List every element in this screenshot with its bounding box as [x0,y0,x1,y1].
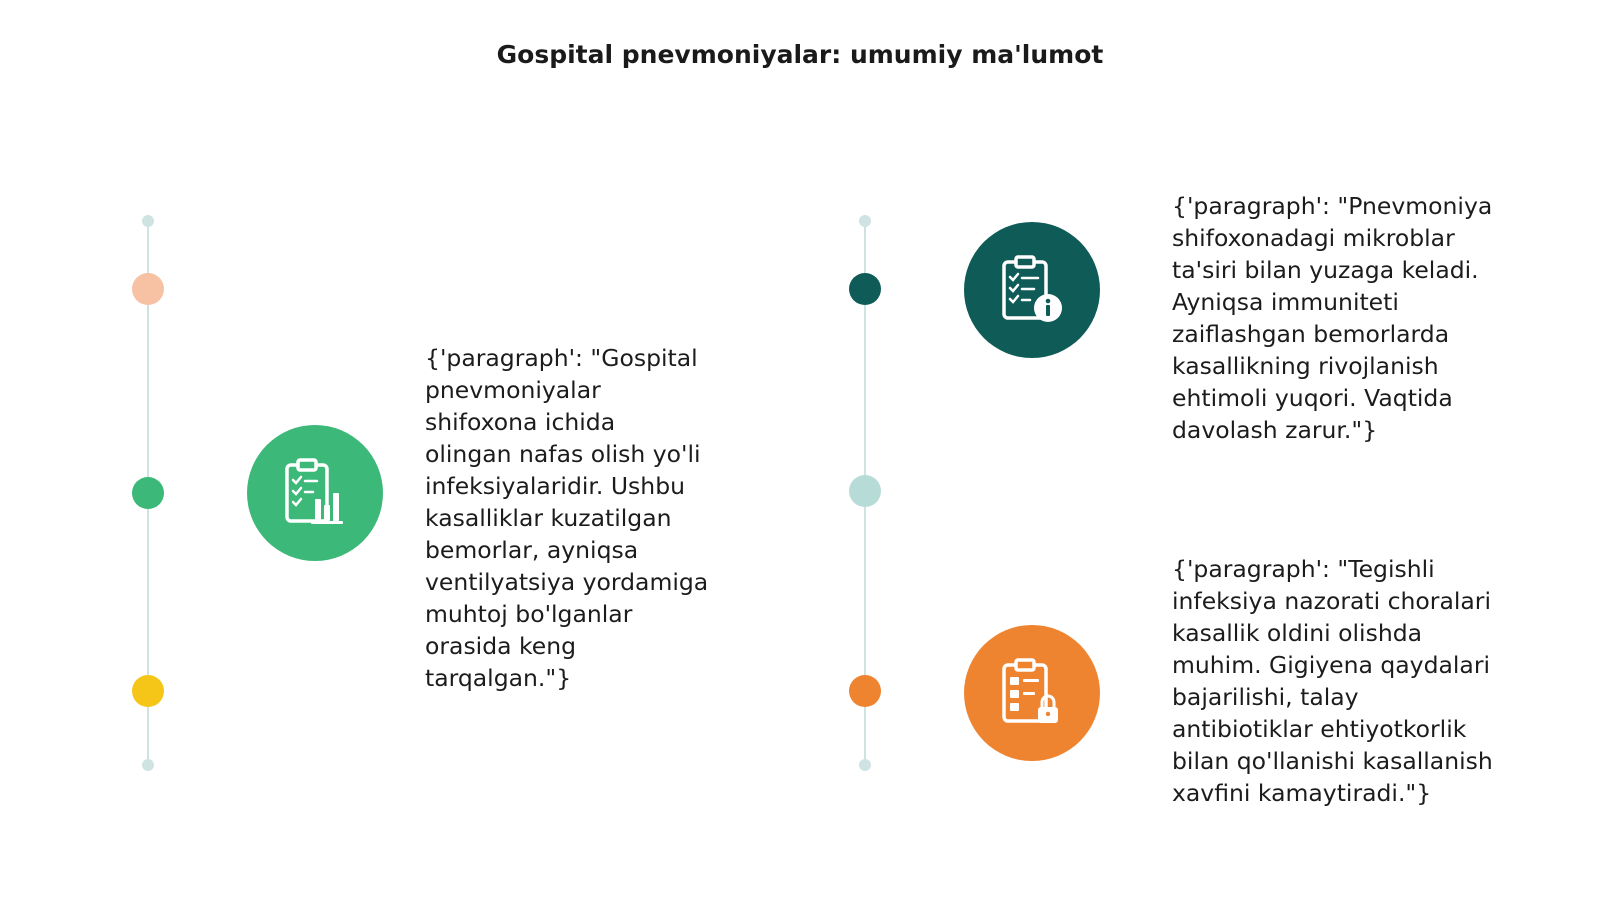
page-title: Gospital pnevmoniyalar: umumiy ma'lumot [496,40,1104,69]
card-paragraph: {'paragraph': "Gospital pnevmoniyalar shifoxona ichida olingan nafas olish yo'li infeksiyalaridir. Ushbu kasalliklar kuzatilgan bemorlar, ayniqsa ventilyatsiya yordamiga muhtoj bo'lganlar orasida keng tarqalgan."} [425,344,709,692]
clipboard-lock-icon [964,625,1100,761]
timeline-end-dot [142,759,154,771]
clipboard-chart-icon [247,425,383,561]
timeline-end-dot [142,215,154,227]
timeline-dot-peach [132,273,164,305]
clipboard-info-icon [964,222,1100,358]
timeline-dot-dark-teal [849,273,881,305]
timeline-dot-light-teal [849,475,881,507]
card-paragraph: {'paragraph': "Tegishli infeksiya nazorati choralari kasallik oldini olishda muhim. Gigiyena qaydalari bajarilishi, talay antibiotiklar ehtiyotkorlik bilan qo'llanishi kasallanish xavfini kamaytiradi."} [1172,555,1493,807]
timeline-dot-orange [849,675,881,707]
timeline-dot-yellow [132,675,164,707]
timeline-dot-green [132,477,164,509]
timeline-end-dot [859,215,871,227]
card-paragraph: {'paragraph': "Pnevmoniya shifoxonadagi mikroblar ta'siri bilan yuzaga keladi. Ayniqsa immuniteti zaiflashgan bemorlarda kasallikning rivojlanish ehtimoli yuqori. Vaqtida davolash zarur."} [1172,192,1493,444]
timeline-end-dot [859,759,871,771]
